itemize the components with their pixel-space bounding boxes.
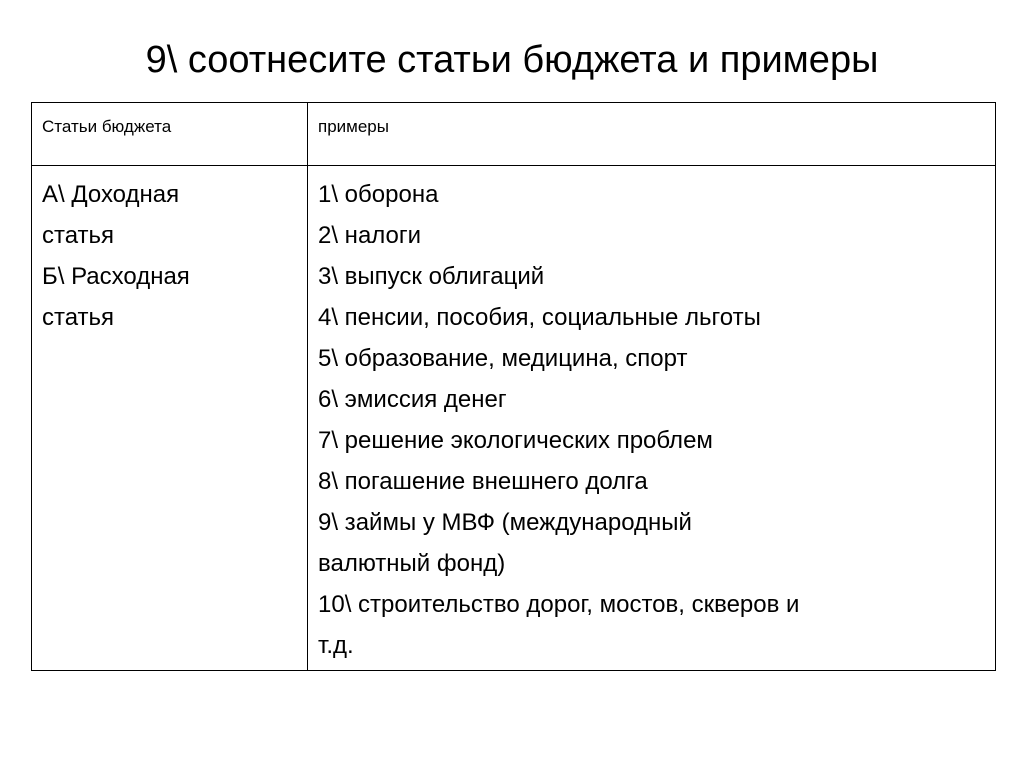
budget-item-line: статья (42, 222, 115, 249)
example-line: т.д. (318, 632, 354, 659)
example-line: 1\ оборона (318, 181, 439, 208)
example-line: 3\ выпуск облигаций (318, 263, 545, 290)
table-header-row (32, 103, 996, 166)
example-line: 7\ решение экологических проблем (318, 427, 713, 454)
slide-title: 9\ соотнесите статьи бюджета и примеры (145, 39, 879, 81)
example-line: 9\ займы у МВФ (международный (318, 509, 692, 536)
header-budget-items: Статьи бюджета (32, 103, 308, 166)
header-examples: примеры (308, 103, 996, 166)
example-line: 8\ погашение внешнего долга (318, 468, 648, 495)
budget-item-line: Б\ Расходная (42, 263, 190, 290)
budget-table (31, 102, 996, 671)
example-line: 10\ строительство дорог, мостов, скверов и (318, 591, 800, 618)
examples-cell (308, 166, 996, 671)
budget-item-line: статья (42, 304, 115, 331)
budget-items-cell (32, 166, 308, 671)
example-line: 4\ пенсии, пособия, социальные льготы (318, 304, 761, 331)
example-line: 5\ образование, медицина, спорт (318, 345, 688, 372)
table-row (32, 166, 996, 671)
example-line: 2\ налоги (318, 222, 422, 249)
budget-item-line: А\ Доходная (42, 181, 180, 208)
example-line: валютный фонд) (318, 550, 506, 577)
example-line: 6\ эмиссия денег (318, 386, 507, 413)
